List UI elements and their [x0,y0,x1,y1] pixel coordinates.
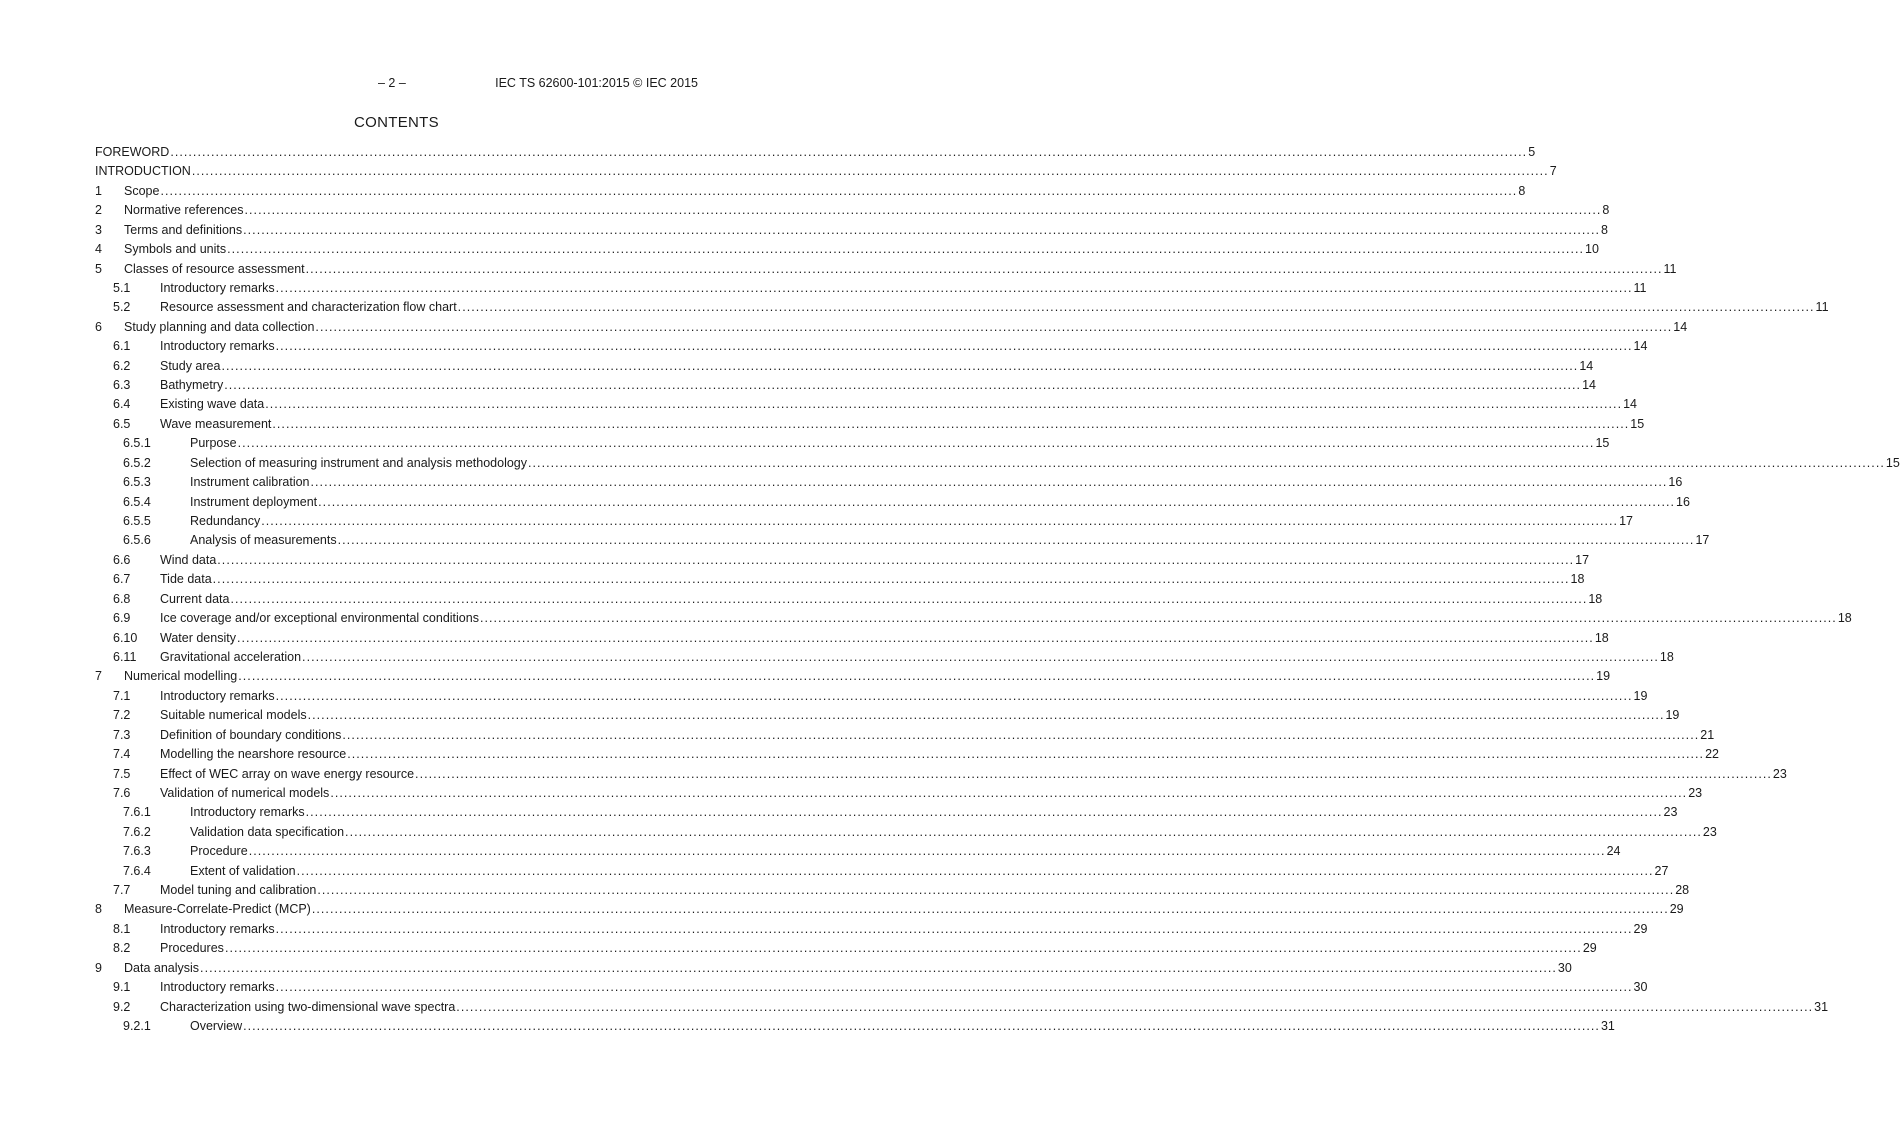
dot-leader: ............................................................................................................................................................................................................................................................................................................ [224,378,1582,393]
toc-entry-number: 7.6.2 [123,824,151,839]
toc-entry-title: Effect of WEC array on wave energy resource [160,766,415,781]
toc-entry-number: 6.4 [113,397,131,412]
toc-entry-page: 17 [1619,514,1633,529]
toc-entry-page: 18 [1594,630,1609,645]
dot-leader: ............................................................................................................................................................................................................................................................................................................ [275,280,1633,295]
toc-entry[interactable] [95,298,1829,317]
toc-entry[interactable] [95,551,1590,570]
dot-leader: ............................................................................................................................................................................................................................................................................................................ [248,844,1606,859]
toc-entry-number: 9.2 [113,999,131,1014]
toc-entry-page: 30 [1557,960,1572,975]
toc-entry-number: 6.8 [113,591,131,606]
toc-entry-number: 6.5.2 [123,455,151,470]
toc-entry[interactable] [95,842,1621,861]
toc-entry-page: 30 [1633,980,1648,995]
toc-entry-title: Introductory remarks [160,280,275,295]
dot-leader: ............................................................................................................................................................................................................................................................................................................ [342,727,1700,742]
toc-entry-title: Wind data [160,552,217,567]
dot-leader: ............................................................................................................................................................................................................................................................................................................ [272,416,1630,431]
toc-entry-title: Procedures [160,941,224,956]
toc-entry[interactable] [95,803,1678,822]
toc-entry-title: Study area [160,358,221,373]
toc-entry[interactable] [95,376,1596,395]
dot-leader: ............................................................................................................................................................................................................................................................................................................ [224,941,1582,956]
toc-entry-title: Bathymetry [160,378,224,393]
toc-entry-number: 6.5.6 [123,533,151,548]
dot-leader: ............................................................................................................................................................................................................................................................................................................ [230,591,1588,606]
toc-entry-title: Existing wave data [160,397,265,412]
toc-entry-title: Study planning and data collection [124,319,315,334]
toc-entry-page: 18 [1588,591,1603,606]
dot-leader: ............................................................................................................................................................................................................................................................................................................ [330,785,1688,800]
toc-entry[interactable] [95,512,1633,531]
toc-entry[interactable] [95,434,1610,453]
toc-entry-page: 23 [1772,766,1787,781]
toc-entry-title: Current data [160,591,230,606]
toc-entry-page: 11 [1815,300,1829,315]
toc-entry-page: 19 [1665,708,1680,723]
toc-entry[interactable] [95,862,1669,881]
toc-entry-title: Data analysis [124,960,200,975]
toc-entry-page: 21 [1700,727,1715,742]
toc-entry-title: Redundancy [190,514,261,529]
dot-leader: ............................................................................................................................................................................................................................................................................................................ [217,552,1575,567]
toc-entry-page: 11 [1633,280,1647,295]
toc-entry-title: Water density [160,630,236,645]
dot-leader: ............................................................................................................................................................................................................................................................................................................ [307,708,1665,723]
dot-leader: ............................................................................................................................................................................................................................................................................................................ [305,261,1663,276]
toc-entry[interactable] [95,765,1787,784]
dot-leader: ............................................................................................................................................................................................................................................................................................................ [296,863,1654,878]
toc-entry-number: 6.10 [113,630,138,645]
dot-leader: ............................................................................................................................................................................................................................................................................................................ [302,649,1659,664]
toc-entry-title: Introductory remarks [160,688,275,703]
dot-leader: ............................................................................................................................................................................................................................................................................................................ [243,1018,1600,1033]
toc-entry[interactable] [95,939,1597,958]
toc-entry-title: Instrument calibration [190,475,310,490]
toc-entry[interactable] [95,260,1677,279]
dot-leader: ............................................................................................................................................................................................................................................................................................................ [212,572,1570,587]
toc-entry-title: Procedure [190,844,248,859]
dot-leader: ............................................................................................................................................................................................................................................................................................................ [221,358,1579,373]
toc-entry-title: Overview [190,1018,243,1033]
toc-entry-title: Terms and definitions [124,222,243,237]
dot-leader: ............................................................................................................................................................................................................................................................................................................ [275,339,1633,354]
toc-entry[interactable] [95,959,1572,978]
toc-entry-page: 17 [1575,552,1590,567]
toc-entry-title: Purpose [190,436,237,451]
toc-entry-title: Gravitational acceleration [160,649,302,664]
dot-leader: ............................................................................................................................................................................................................................................................................................................ [310,475,1668,490]
toc-entry[interactable] [95,337,1648,356]
toc-entry-page: 19 [1633,688,1648,703]
dot-leader: ............................................................................................................................................................................................................................................................................................................ [305,805,1663,820]
dot-leader: ............................................................................................................................................................................................................................................................................................................ [244,203,1602,218]
toc-entry-page: 29 [1669,902,1684,917]
toc-entry-number: 6.9 [113,611,131,626]
toc-entry-number: 6.5.1 [123,436,151,451]
toc-entry-title: FOREWORD [95,145,170,159]
toc-entry-number: 6.5.4 [123,494,151,509]
toc-entry-page: 24 [1606,844,1621,859]
toc-entry-number: 7.4 [113,747,131,762]
toc-entry-number: 7.6.1 [123,805,151,820]
dot-leader: ............................................................................................................................................................................................................................................................................................................ [318,494,1676,509]
toc-entry[interactable] [95,920,1648,939]
toc-entry-page: 5 [1528,145,1536,159]
toc-entry-number: 6.1 [113,339,131,354]
dot-leader: ............................................................................................................................................................................................................................................................................................................ [238,669,1596,684]
toc-entry[interactable] [95,162,1557,181]
toc-entry-title: Extent of validation [190,863,296,878]
toc-entry[interactable] [95,182,1526,201]
toc-entry-page: 18 [1837,611,1852,626]
toc-entry[interactable] [95,493,1690,512]
toc-entry-title: Analysis of measurements [190,533,337,548]
toc-entry-title: Measure-Correlate-Predict (MCP) [124,902,311,917]
toc-entry-page: 29 [1633,921,1648,936]
dot-leader: ............................................................................................................................................................................................................................................................................................................ [237,436,1595,451]
toc-entry-title: Introductory remarks [160,980,275,995]
toc-entry-page: 31 [1814,999,1829,1014]
toc-entry-title: Wave measurement [160,416,272,431]
toc-entry-number: 8 [95,902,102,917]
toc-entry-page: 23 [1702,824,1717,839]
toc-entry-title: Modelling the nearshore resource [160,747,347,762]
toc-entry-page: 23 [1688,785,1703,800]
toc-entry-page: 17 [1695,533,1710,548]
toc-entry-title: Tide data [160,572,212,587]
toc-entry-number: 7.6.4 [123,863,151,878]
toc-entry[interactable] [95,395,1638,414]
toc-entry-title: INTRODUCTION [95,164,191,179]
dot-leader: ............................................................................................................................................................................................................................................................................................................ [457,300,1815,315]
toc-entry-page: 10 [1585,242,1599,257]
toc-entry[interactable] [95,726,1715,745]
toc-entry-page: 15 [1885,455,1900,470]
toc-entry-number: 6.6 [113,552,131,567]
toc-entry-page: 14 [1579,358,1594,373]
toc-entry[interactable] [95,687,1648,706]
toc-entry[interactable] [95,784,1703,803]
toc-entry-number: 7.7 [113,883,131,898]
toc-entry[interactable] [95,473,1683,492]
toc-entry-title: Symbols and units [124,242,227,257]
toc-entry-title: Normative references [124,203,244,218]
toc-entry-title: Suitable numerical models [160,708,307,723]
toc-entry[interactable] [95,318,1688,337]
toc-entry[interactable] [95,823,1717,842]
dot-leader: ............................................................................................................................................................................................................................................................................................................ [275,688,1633,703]
toc-entry-number: 5.1 [113,280,131,295]
toc-entry-page: 15 [1595,436,1610,451]
toc-entry-title: Selection of measuring instrument and analysis methodology [190,455,527,470]
toc-entry-page: 16 [1676,494,1690,509]
toc-entry-title: Model tuning and calibration [160,883,317,898]
page-title: CONTENTS [354,114,439,131]
dot-leader: ............................................................................................................................................................................................................................................................................................................ [191,164,1549,179]
dot-leader: ............................................................................................................................................................................................................................................................................................................ [236,630,1594,645]
toc-entry-title: Instrument deployment [190,494,318,509]
toc-entry-page: 11 [1663,261,1677,276]
toc-entry[interactable] [95,221,1608,240]
toc-entry-page: 18 [1659,649,1674,664]
dot-leader: ............................................................................................................................................................................................................................................................................................................ [311,902,1669,917]
toc-entry-number: 7.2 [113,708,131,723]
dot-leader: ............................................................................................................................................................................................................................................................................................................ [227,242,1585,257]
toc-entry[interactable] [95,590,1603,609]
toc-entry[interactable] [95,667,1611,686]
dot-leader: ............................................................................................................................................................................................................................................................................................................ [275,921,1633,936]
toc-entry-title: Introductory remarks [160,339,275,354]
toc-entry[interactable] [95,357,1594,376]
toc-entry-page: 27 [1654,863,1669,878]
dot-leader: ............................................................................................................................................................................................................................................................................................................ [200,960,1557,975]
toc-entry[interactable] [95,745,1719,764]
toc-entry-title: Characterization using two-dimensional wave spectra [160,999,456,1014]
toc-entry-number: 9.2.1 [123,1018,151,1033]
toc-entry-page: 23 [1663,805,1678,820]
toc-entry-title: Numerical modelling [124,669,238,684]
toc-entry-number: 6.5.5 [123,514,151,529]
toc-entry-number: 7.6 [113,785,131,800]
toc-entry-page: 8 [1601,222,1608,237]
toc-entry[interactable] [95,648,1674,667]
toc-entry[interactable] [95,240,1599,259]
toc-entry-page: 29 [1582,941,1597,956]
toc-entry-title: Resource assessment and characterization flow chart [160,300,457,315]
toc-entry-number: 6.3 [113,378,131,393]
toc-entry-number: 3 [95,222,102,237]
toc-entry-number: 8.2 [113,941,131,956]
toc-entry-number: 6.7 [113,572,131,587]
toc-entry-number: 8.1 [113,921,131,936]
dot-leader: ............................................................................................................................................................................................................................................................................................................ [456,999,1814,1014]
toc-entry[interactable] [95,454,1900,473]
toc-entry-number: 4 [95,242,102,257]
toc-entry-number: 7.5 [113,766,131,781]
toc-entry-page: 8 [1602,203,1610,218]
dot-leader: ............................................................................................................................................................................................................................................................................................................ [160,183,1518,198]
toc-entry-number: 6.5.3 [123,475,151,490]
toc-entry-page: 16 [1668,475,1683,490]
dot-leader: ............................................................................................................................................................................................................................................................................................................ [317,883,1675,898]
toc-entry[interactable] [95,998,1829,1017]
toc-entry-page: 31 [1600,1018,1615,1033]
toc-entry-page: 14 [1623,397,1638,412]
standard-reference: IEC TS 62600-101:2015 © IEC 2015 [495,76,698,90]
toc-entry-title: Introductory remarks [160,921,275,936]
toc-entry-number: 9.1 [113,980,131,995]
dot-leader: ............................................................................................................................................................................................................................................................................................................ [345,824,1702,839]
toc-entry-title: Validation of numerical models [160,785,330,800]
toc-entry-number: 2 [95,203,102,218]
table-of-contents [95,143,1900,1036]
dot-leader: ............................................................................................................................................................................................................................................................................................................ [170,145,1528,159]
dot-leader: ............................................................................................................................................................................................................................................................................................................ [275,980,1633,995]
toc-entry-number: 5 [95,261,102,276]
dot-leader: ............................................................................................................................................................................................................................................................................................................ [265,397,1623,412]
toc-entry[interactable] [95,881,1690,900]
toc-entry[interactable] [95,531,1710,550]
toc-entry[interactable] [95,900,1684,919]
toc-entry[interactable] [95,201,1610,220]
page-number: – 2 – [378,76,406,90]
toc-entry-page: 18 [1570,572,1585,587]
dot-leader: ............................................................................................................................................................................................................................................................................................................ [315,319,1673,334]
toc-entry-page: 7 [1549,164,1557,179]
toc-entry-title: Definition of boundary conditions [160,727,342,742]
toc-entry-number: 6 [95,319,102,334]
toc-entry-number: 6.5 [113,416,131,431]
toc-entry[interactable] [95,415,1645,434]
toc-entry[interactable] [95,1017,1615,1036]
toc-entry-page: 14 [1633,339,1648,354]
toc-entry-page: 19 [1596,669,1611,684]
dot-leader: ............................................................................................................................................................................................................................................................................................................ [243,222,1600,237]
toc-entry-page: 22 [1705,747,1719,762]
toc-entry-title: Ice coverage and/or exceptional environmental conditions [160,611,479,626]
toc-entry[interactable] [95,570,1585,589]
toc-entry-page: 14 [1673,319,1688,334]
dot-leader: ............................................................................................................................................................................................................................................................................................................ [337,533,1695,548]
toc-entry-page: 14 [1582,378,1596,393]
toc-entry-title: Classes of resource assessment [124,261,305,276]
toc-entry-number: 7.6.3 [123,844,151,859]
toc-entry-number: 7 [95,669,102,684]
toc-entry-number: 7.3 [113,727,131,742]
toc-entry-number: 6.2 [113,358,131,373]
toc-entry-number: 5.2 [113,300,131,315]
dot-leader: ............................................................................................................................................................................................................................................................................................................ [261,514,1619,529]
toc-entry[interactable] [95,609,1852,628]
page-header [0,76,793,94]
toc-entry-title: Scope [124,183,160,198]
toc-entry-title: Introductory remarks [190,805,305,820]
toc-entry[interactable] [95,978,1648,997]
toc-entry[interactable] [95,629,1609,648]
dot-leader: ............................................................................................................................................................................................................................................................................................................ [415,766,1772,781]
toc-entry[interactable] [95,706,1680,725]
toc-entry-page: 8 [1518,183,1526,198]
dot-leader: ............................................................................................................................................................................................................................................................................................................ [528,455,1885,470]
toc-entry[interactable] [95,143,1536,162]
toc-entry-number: 7.1 [113,688,131,703]
dot-leader: ............................................................................................................................................................................................................................................................................................................ [347,747,1705,762]
dot-leader: ............................................................................................................................................................................................................................................................................................................ [479,611,1837,626]
toc-entry-title: Validation data specification [190,824,345,839]
toc-entry-page: 28 [1675,883,1690,898]
toc-entry[interactable] [95,279,1647,298]
toc-entry-number: 1 [95,183,102,198]
toc-entry-number: 6.11 [113,649,137,664]
toc-entry-number: 9 [95,960,102,975]
toc-entry-page: 15 [1630,416,1645,431]
